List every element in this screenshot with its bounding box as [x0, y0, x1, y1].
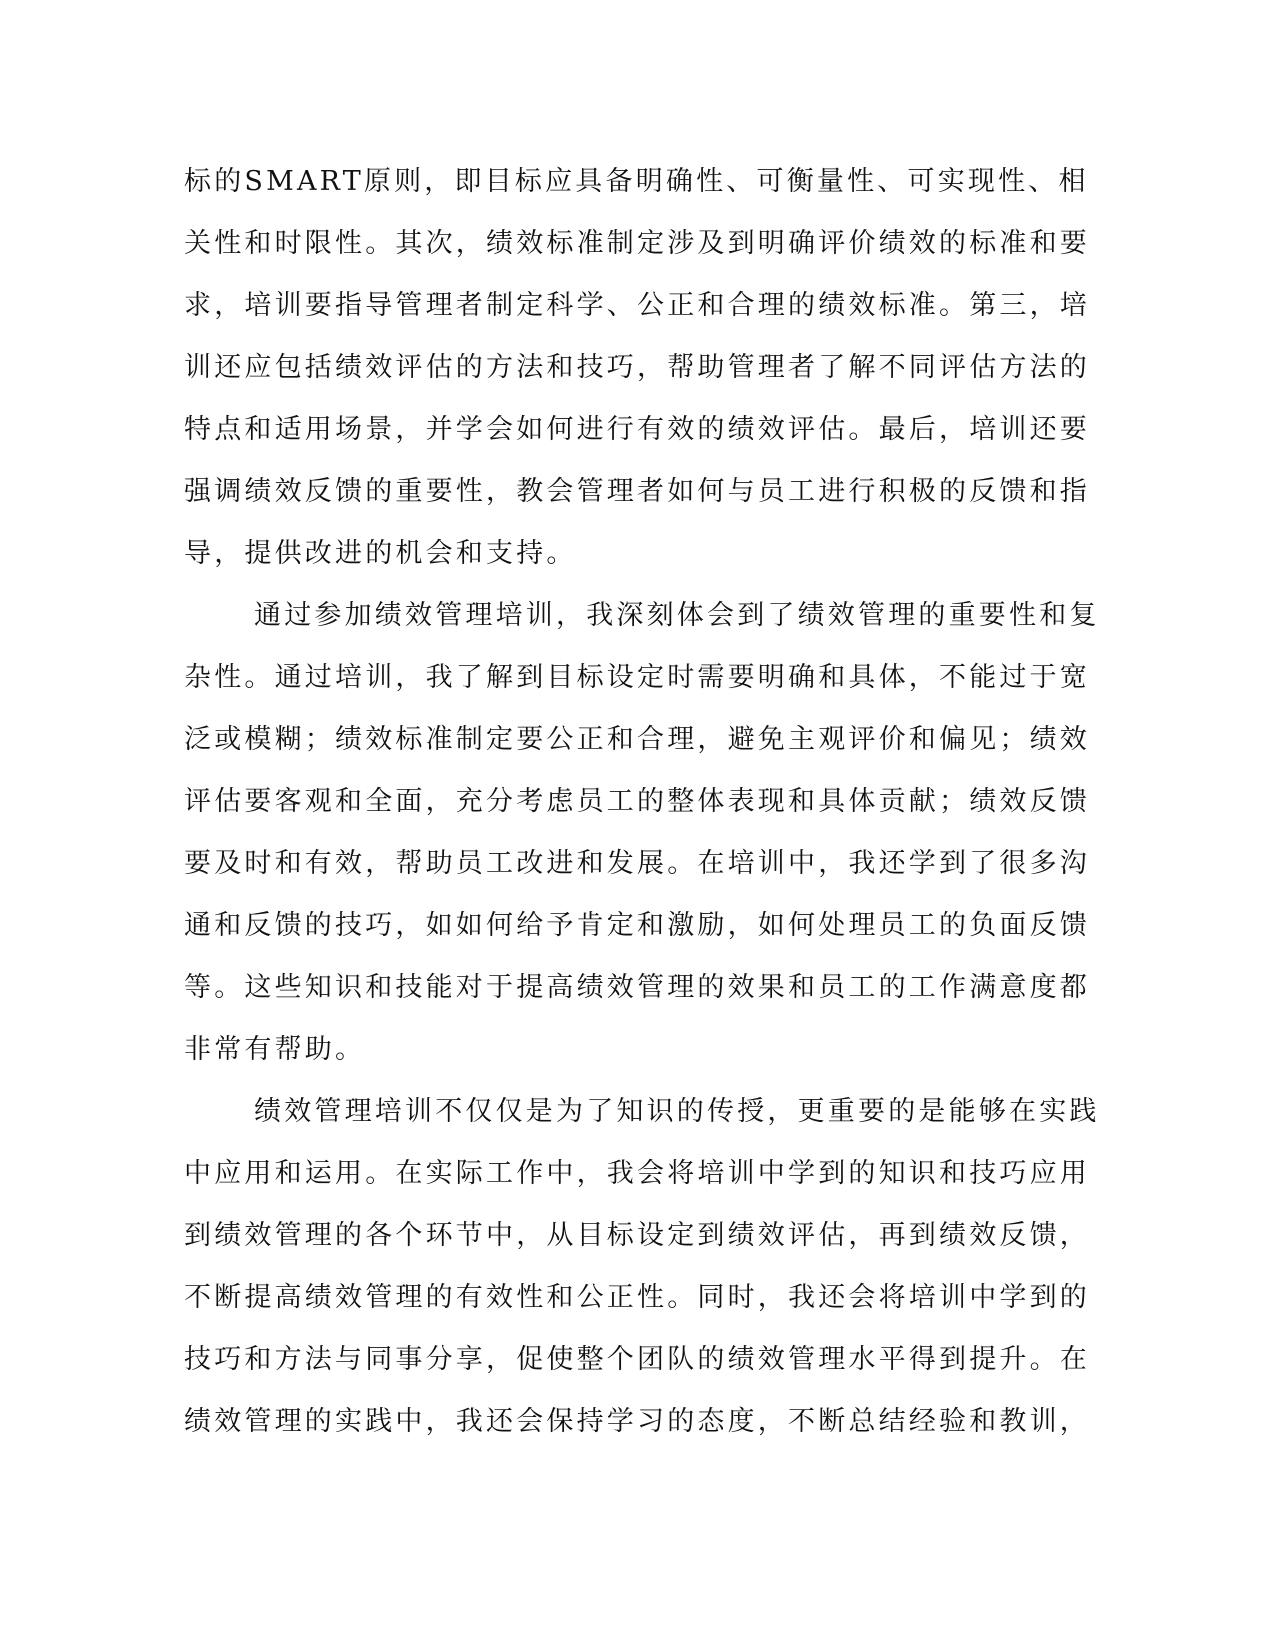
- paragraph-training-insights: [184, 594, 1100, 1090]
- text-line: 通过参加绩效管理培训，我深刻体会到了绩效管理的重要性和复: [254, 600, 1100, 631]
- text-line: 标的SMART原则，即目标应具备明确性、可衡量性、可实现性、相: [184, 166, 1089, 197]
- text-line: 强调绩效反馈的重要性，教会管理者如何与员工进行积极的反馈和指: [184, 476, 1090, 507]
- text-line: 中应用和运用。在实际工作中，我会将培训中学到的知识和技巧应用: [184, 1158, 1090, 1189]
- text-line: 通和反馈的技巧，如如何给予肯定和激励，如何处理员工的负面反馈: [184, 910, 1090, 941]
- text-line: 要及时和有效，帮助员工改进和发展。在培训中，我还学到了很多沟: [184, 848, 1090, 879]
- text-line: 等。这些知识和技能对于提高绩效管理的效果和员工的工作满意度都: [184, 972, 1090, 1003]
- text-line: 关性和时限性。其次，绩效标准制定涉及到明确评价绩效的标准和要: [184, 228, 1090, 259]
- text-line: 特点和适用场景，并学会如何进行有效的绩效评估。最后，培训还要: [184, 414, 1090, 445]
- text-line: 导，提供改进的机会和支持。: [184, 538, 577, 569]
- text-line: 绩效管理的实践中，我还会保持学习的态度，不断总结经验和教训，: [184, 1406, 1090, 1437]
- paragraph-continued: [184, 160, 1090, 594]
- body-text: [184, 160, 1100, 1462]
- text-line: 泛或模糊；绩效标准制定要公正和合理，避免主观评价和偏见；绩效: [184, 724, 1090, 755]
- text-line: 评估要客观和全面，充分考虑员工的整体表现和具体贡献；绩效反馈: [184, 786, 1090, 817]
- text-line: 训还应包括绩效评估的方法和技巧，帮助管理者了解不同评估方法的: [184, 352, 1090, 383]
- text-line: 不断提高绩效管理的有效性和公正性。同时，我还会将培训中学到的: [184, 1282, 1090, 1313]
- paragraph-application: [184, 1090, 1100, 1462]
- text-line: 杂性。通过培训，我了解到目标设定时需要明确和具体，不能过于宽: [184, 662, 1090, 693]
- text-line: 到绩效管理的各个环节中，从目标设定到绩效评估，再到绩效反馈，: [184, 1220, 1090, 1251]
- text-line: 技巧和方法与同事分享，促使整个团队的绩效管理水平得到提升。在: [184, 1344, 1090, 1375]
- text-line: 绩效管理培训不仅仅是为了知识的传授，更重要的是能够在实践: [254, 1096, 1100, 1127]
- text-line: 非常有帮助。: [184, 1034, 366, 1065]
- text-line: 求，培训要指导管理者制定科学、公正和合理的绩效标准。第三，培: [184, 290, 1090, 321]
